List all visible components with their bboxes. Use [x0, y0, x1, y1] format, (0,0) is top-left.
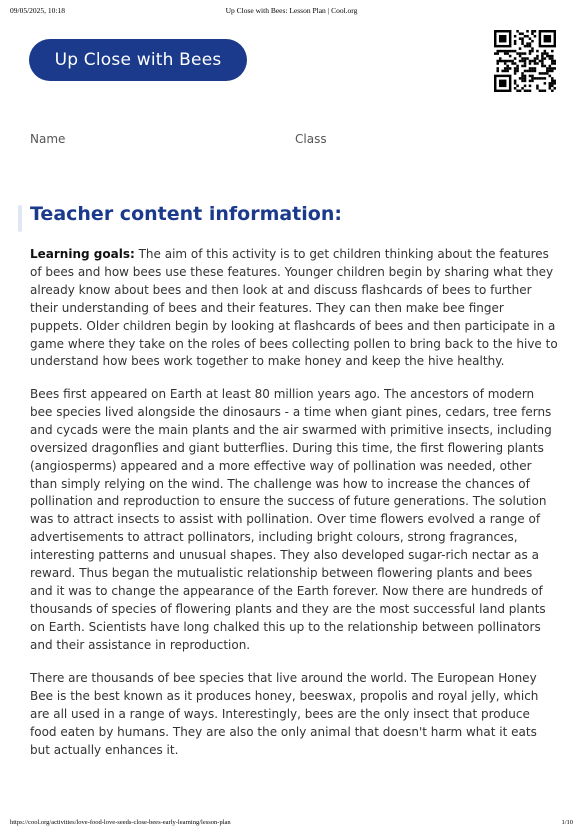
- bee-species-paragraph: There are thousands of bee species that live around the world. The European Honey Bee is the best known as it produces honey, beeswax, propolis and royal jelly, which are all used in a range of ways. Interestingly, bees are the only insect that produce food eaten by humans. They are also the only animal that doesn't harm what it eats but actually enhances it.: [30, 671, 539, 757]
- learning-goals-text: The aim of this activity is to get children thinking about the features of bees and how bees use these features. Younger children begin by sharing what they already know about bees and then look at and discuss flashcards of bees to further their understanding of bees and their features. They can then make bee finger puppets. Older children begin by looking at flashcards of bees and then participate in a game where they take on the roles of bees collecting pollen to bring back to the hive to understand how bees work together to make honey and keep the hive healthy.: [30, 247, 558, 369]
- print-header: [10, 6, 573, 18]
- print-page-title: Up Close with Bees: Lesson Plan | Cool.org: [225, 6, 358, 15]
- print-datetime: 09/05/2025, 10:18: [10, 6, 66, 15]
- lesson-title-banner: [29, 39, 247, 81]
- class-label: Class: [295, 132, 327, 146]
- lesson-title: Up Close with Bees: [54, 50, 222, 70]
- page-number: 1/10: [561, 819, 573, 826]
- name-label: Name: [30, 132, 66, 146]
- section-heading: Teacher content information:: [30, 203, 342, 225]
- page-url: https://cool.org/activities/love-food-love-seeds-close-bees-early-learning/lesson-plan: [10, 819, 231, 826]
- qr-code-icon: [494, 30, 556, 92]
- learning-goals-paragraph: [30, 246, 558, 371]
- print-footer: [10, 819, 573, 831]
- learning-goals-label: Learning goals:: [30, 247, 135, 261]
- bee-history-paragraph: Bees first appeared on Earth at least 80 million years ago. The ancestors of modern bee species lived alongside the dinosaurs - a time when giant pines, cedars, tree ferns and cycads were the main plants and the air swarmed with primitive insects, including oversized dragonflies and giant butterflies. During this time, the first flowering plants (angiosperms) appeared and a more effective way of pollination was needed, other than simply relying on the wind. The challenge was how to increase the chances of pollination and reproduction to ensure the success of future generations. The solution was to attract insects to assist with pollination. Over time flowers evolved a range of advertisements to attract pollinators, including bright colours, strong fragrances, interesting patterns and unusual shapes. They also developed sugar-rich nectar as a reward. Thus began the mutualistic relationship between flowering plants and bees and it was to change the appearance of the Earth forever. Now there are hundreds of thousands of species of flowering plants and they are the most successful land plants on Earth. Scientists have long chalked this up to the relationship between pollinators and their assistance in reproduction.: [30, 387, 552, 652]
- heading-accent-bar: [18, 205, 22, 232]
